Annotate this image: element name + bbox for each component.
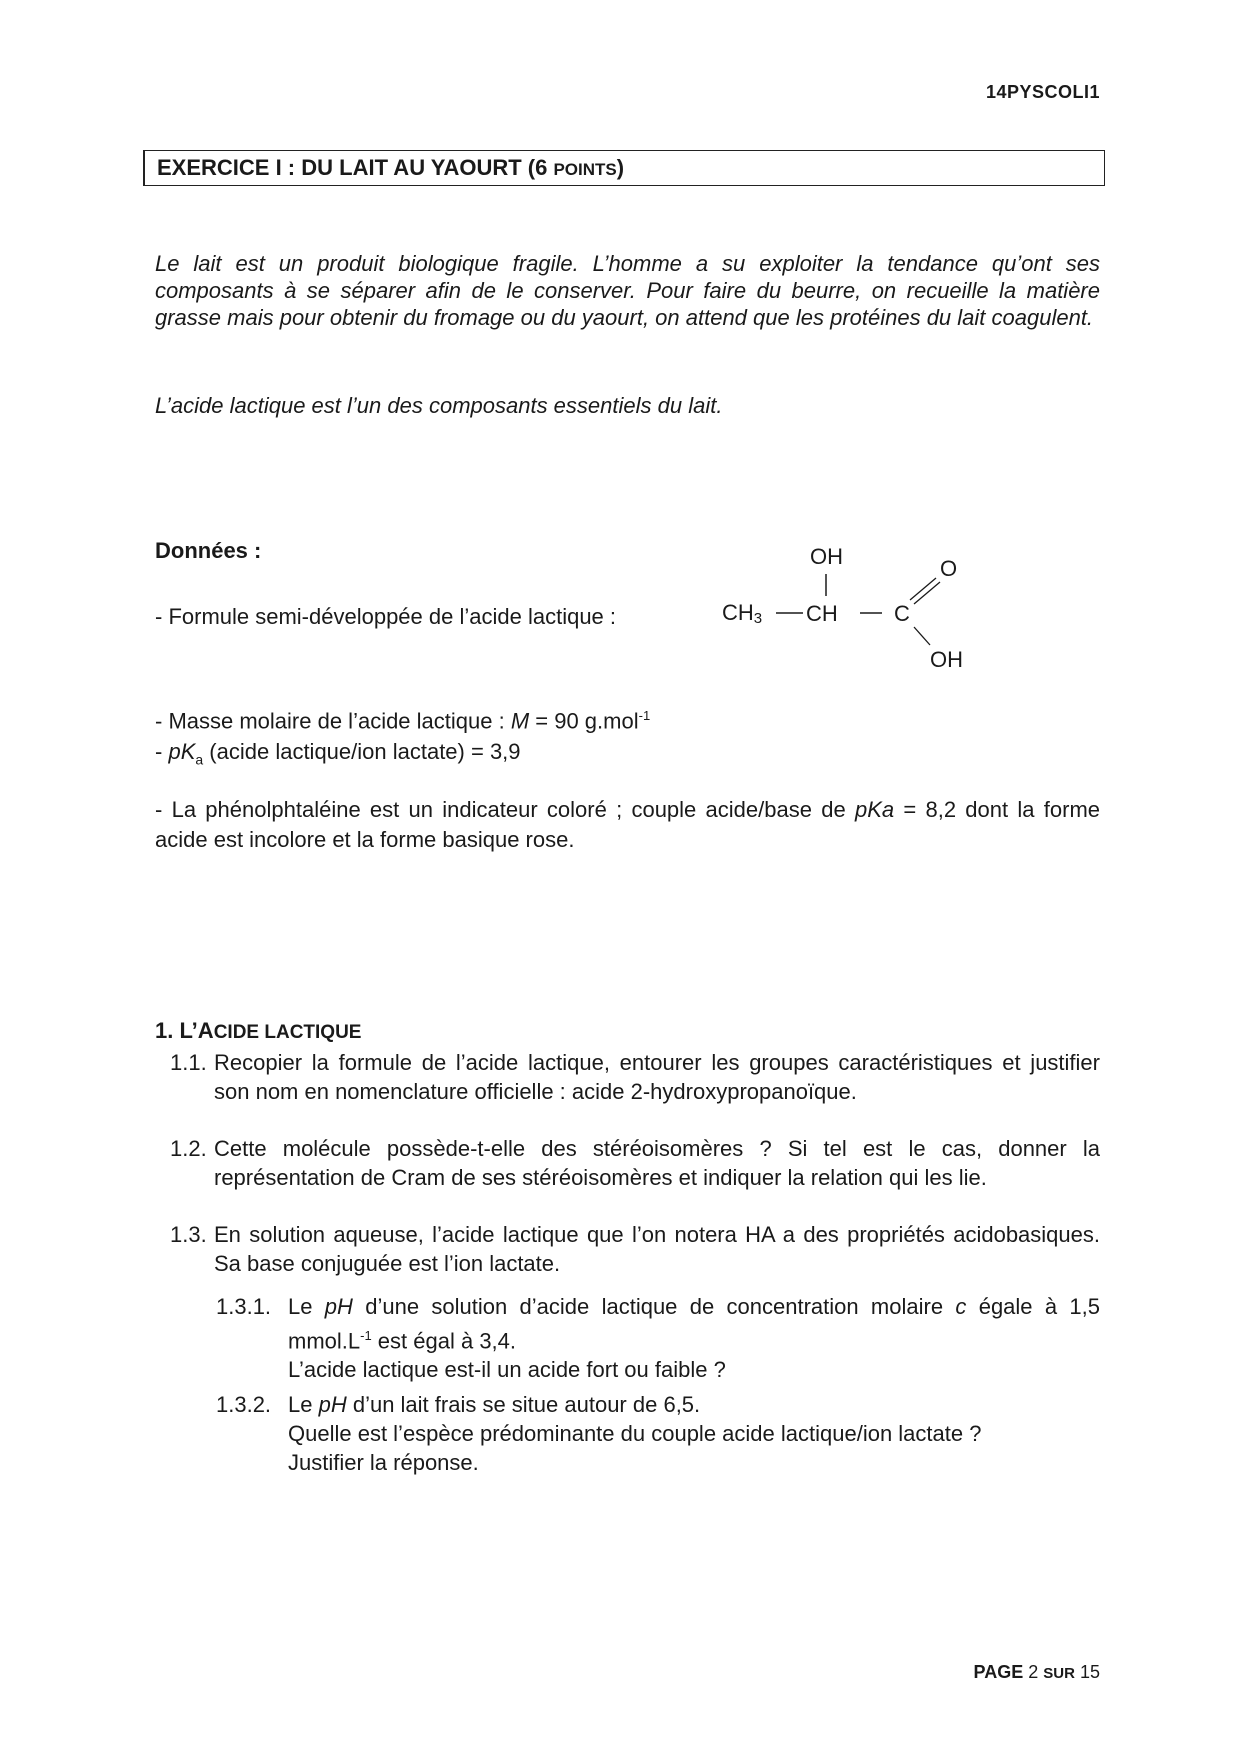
question-1-3	[170, 1220, 1100, 1278]
formula-ch: CH	[806, 601, 838, 626]
intro-paragraph: Le lait est un produit biologique fragile. L’homme a su exploiter la tendance qu’ont ses composants à se séparer afin de le conserver. Pour faire du beurre, on recueille la matière grasse mais pour obtenir du fromage ou du yaourt, on attend que les protéines du lait coagulent.	[155, 251, 1100, 330]
question-text: Cette molécule possède-t-elle des stéréoisomères ? Si tel est le cas, donner la représentation de Cram de ses stéréoisomères et indiquer la relation qui les lie.	[214, 1136, 1100, 1190]
question-text: Le pH d’un lait frais se situe autour de 6,5.	[288, 1392, 701, 1417]
intro-paragraph-2: L’acide lactique est l’un des composants essentiels du lait.	[155, 393, 723, 418]
formula-bond-oh	[914, 627, 930, 645]
section-title: 1. L’ACIDE LACTIQUE	[155, 1018, 362, 1043]
donnees-title: Données :	[155, 538, 262, 563]
question-1-1	[170, 1048, 1100, 1106]
pka-line: - $pK_a$ (acide lactique/ion lactate) = 3,9	[155, 739, 521, 768]
exercise-title-main: EXERCICE I : DU LAIT AU YAOURT (6	[157, 155, 554, 180]
phenolphtaleine-line: - La phénolphtaléine est un indicateur coloré ; couple acide/base de pKa = 8,2 dont la forme acide est incolore et la forme basique rose.	[155, 797, 1101, 852]
question-number: 1.2.	[170, 1136, 207, 1161]
question-1-3-2	[216, 1390, 1100, 1477]
formula-o: O	[940, 556, 958, 581]
document-code: 14PYSCOLI1	[985, 82, 1100, 102]
formula-ch3: CH3	[722, 600, 763, 627]
page-number: PAGE 2 SUR 15	[973, 1662, 1100, 1682]
formula-c: C	[894, 601, 910, 626]
exercise-title-points: POINTS	[553, 160, 617, 179]
question-text-3: Justifier la réponse.	[288, 1450, 479, 1475]
question-number: 1.3.1.	[216, 1294, 272, 1319]
question-1-2	[170, 1134, 1100, 1192]
question-text: En solution aqueuse, l’acide lactique que l’on notera HA a des propriétés acidobasiques. Sa base conjuguée est l’ion lactate.	[214, 1222, 1100, 1276]
question-text: Recopier la formule de l’acide lactique, entourer les groupes caractéristiques et justifier son nom en nomenclature officielle : acide 2-hydroxypropanoïque.	[214, 1050, 1100, 1104]
formula-oh-top: OH	[810, 544, 843, 569]
exercise-title	[143, 150, 1105, 186]
formula-oh-bottom: OH	[930, 647, 963, 672]
question-number: 1.3.2.	[216, 1392, 272, 1417]
question-text: Le pH d’une solution d’acide lactique de concentration molaire c égale à 1,5 $mmol.L^{-1}$ est égal à 3,4.	[288, 1294, 1101, 1354]
question-text-2: L’acide lactique est-il un acide fort ou faible ?	[288, 1357, 726, 1383]
question-1-3-1	[216, 1292, 1100, 1384]
lactic-acid-formula	[700, 538, 1000, 678]
question-text-2: Quelle est l’espèce prédominante du couple acide lactique/ion lactate ?	[288, 1421, 982, 1446]
formula-label: - Formule semi-développée de l’acide lactique :	[155, 604, 617, 629]
question-number: 1.3.	[170, 1222, 207, 1247]
masse-molaire-line: - Masse molaire de l’acide lactique : M = 90 g.mol$^{-1}$	[155, 708, 651, 734]
question-number: 1.1.	[170, 1050, 207, 1075]
donnees-list	[155, 700, 650, 776]
exercise-title-close: )	[616, 155, 625, 180]
